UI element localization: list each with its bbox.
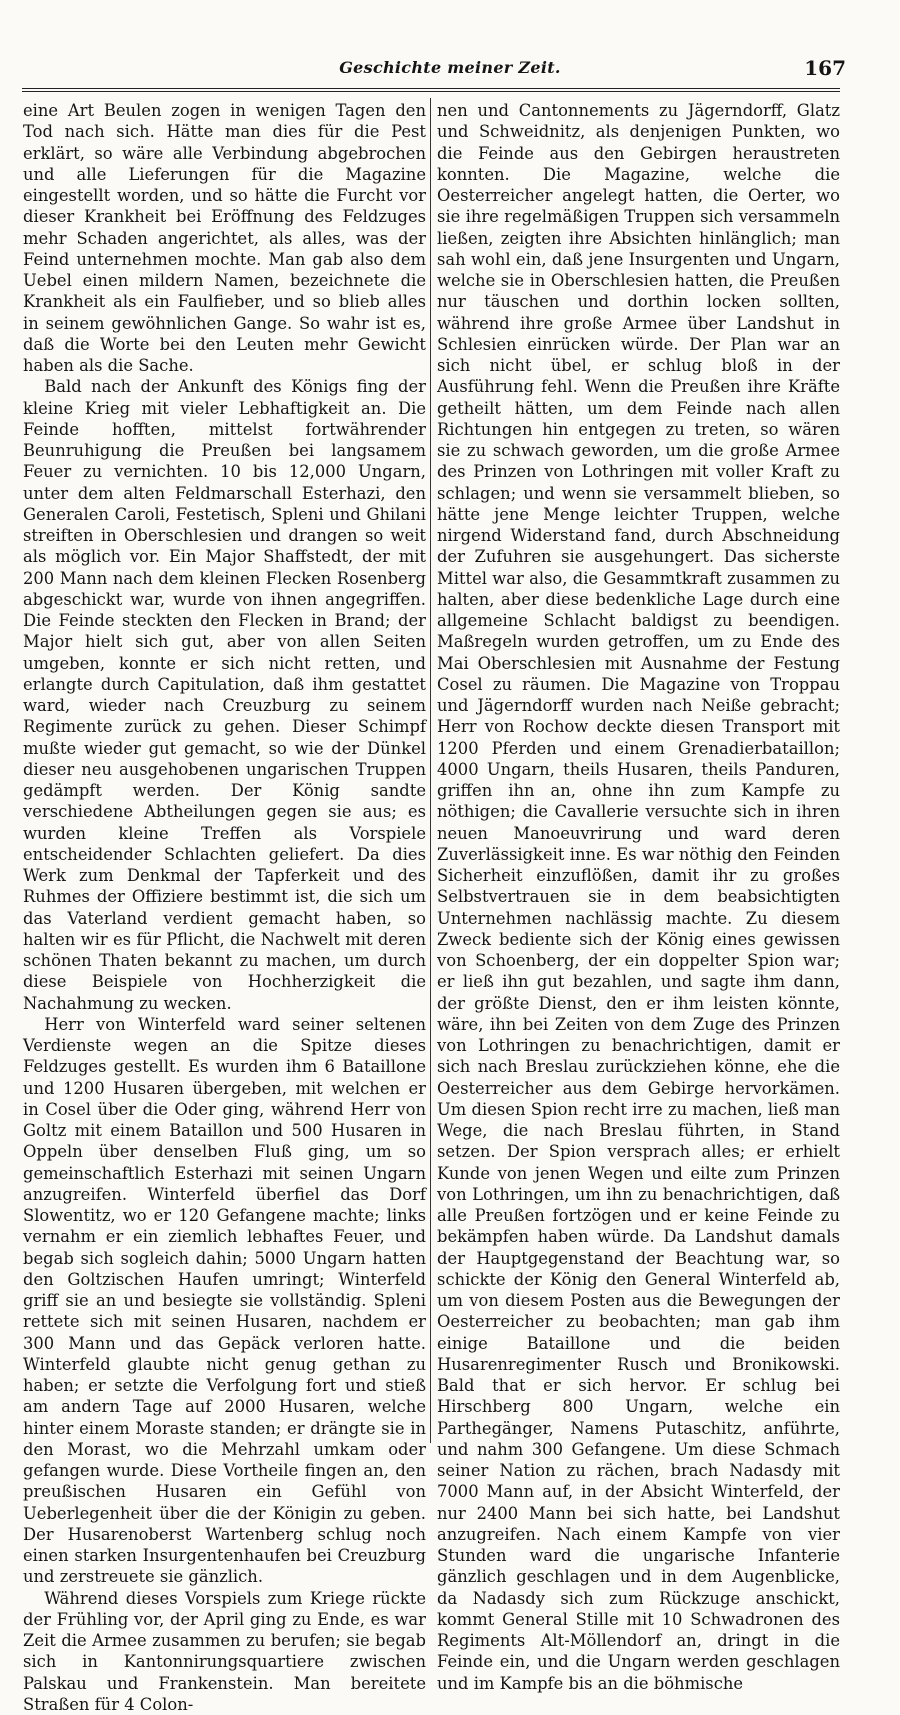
paragraph: Herr von Winterfeld ward seiner seltenen Verdienste wegen an die Spitze dieses Feldzuges gestellt. Es wurden ihm 6 Bataillone und 1200 Husaren übergeben, mit welchen er in Cosel über die Oder ging, während Herr von Goltz mit einem Bataillon und 500 Husaren in Oppeln über denselben Fluß ging, um so gemeinschaftlich Esterhazi mit seinen Ungarn anzugreifen. Winterfeld überfiel das Dorf Slowentitz, wo er 120 Gefangene machte; links vernahm er ein ziemlich lebhaftes Feuer, und begab sich sogleich dahin; 5000 Ungarn hatten den Goltzischen Haufen umringt; Winterfeld griff sie an und besiegte sie vollständig. Spleni rettete sich mit seinen Husaren, nachdem er 300 Mann und das Gepäck verloren hatte. Winterfeld glaubte nicht genug gethan zu haben; er setzte die Verfolgung fort und stieß am andern Tage auf 2000 Husaren, welche hinter einem Moraste standen; er drängte sie in den Morast, wo die Mehrzahl umkam oder gefangen wurde. Diese Vortheile fingen an, den preußischen Husaren ein Gefühl von Ueberlegenheit über die der Königin zu geben. Der Husarenoberst Wartenberg schlug noch einen starken Insurgentenhaufen bei Creuzburg und zerstreuete sie gänzlich. [23,1014,426,1588]
page-number: 167 [804,56,846,80]
right-column [437,100,840,1445]
column-divider [430,98,431,1443]
header-rule [22,88,840,92]
paragraph: nen und Cantonnements zu Jägerndorff, Glatz und Schweidnitz, als denjenigen Punkten, wo die Feinde aus den Gebirgen heraustreten konnten. Die Magazine, welche die Oesterreicher angelegt hatten, die Oerter, wo sie ihre regelmäßigen Truppen sich versammeln ließen, zeigten ihre Absichten hinlänglich; man sah wohl ein, daß jene Insurgenten und Ungarn, welche sie in Oberschlesien hatten, die Preußen nur täuschen und dorthin locken sollten, während ihre große Armee über Landshut in Schlesien einrücken würde. Der Plan war an sich nicht übel, er schlug bloß in der Ausführung fehl. Wenn die Preußen ihre Kräfte getheilt hätten, um dem Feinde nach allen Richtungen hin entgegen zu treten, so wären sie zu schwach geworden, um die große Armee des Prinzen von Lothringen mit voller Kraft zu schlagen; und wenn sie versammelt blieben, so hätte jene Menge leichter Truppen, welche nirgend Widerstand fand, durch Abschneidung der Zufuhren sie ausgehungert. Das sicherste Mittel war also, die Gesammtkraft zusammen zu halten, aber diese bedenkliche Lage durch eine allgemeine Schlacht baldigst zu beendigen. Maßregeln wurden getroffen, um zu Ende des Mai Oberschlesien mit Ausnahme der Festung Cosel zu räumen. Die Magazine von Troppau und Jägerndorff wurden nach Neiße gebracht; Herr von Rochow deckte diesen Transport mit 1200 Pferden und einem Grenadierbataillon; 4000 Ungarn, theils Husaren, theils Panduren, griffen ihn an, ohne ihn zum Kampfe zu nöthigen; die Cavallerie versuchte sich in ihren neuen Manoeuvrirung und ward deren Zuverlässigkeit inne. Es war nöthig den Feinden Sicherheit einzuflößen, damit ihr zu großes Selbstvertrauen sie in dem beabsichtigten Unternehmen nachlässig machte. Zu diesem Zweck bediente sich der König eines gewissen von Schoenberg, der ein doppelter Spion war; er ließ ihn gut bezahlen, und sagte ihm dann, der größte Dienst, den er ihm leisten könnte, wäre, ihn bei Zeiten von dem Zuge des Prinzen von Lothringen zu benachrichtigen, damit er sich nach Breslau zurückziehen könne, ehe die Oesterreicher aus dem Gebirge hervorkämen. Um diesen Spion recht irre zu machen, ließ man Wege, die nach Breslau führten, in Stand setzen. Der Spion versprach alles; er erhielt Kunde von jenen Wegen und eilte zum Prinzen von Lothringen, um ihn zu benachrichtigen, daß alle Preußen fortzögen und er keine Feinde zu bekämpfen haben würde. Da Landshut damals der Hauptgegenstand der Beachtung war, so schickte der König den General Winterfeld ab, um von diesem Posten aus die Bewegungen der Oesterreicher zu beobachten; man gab ihm einige Bataillone und die beiden Husarenregimenter Rusch und Bronikowski. Bald that er sich hervor. Er schlug bei Hirschberg 800 Ungarn, welche ein Parthegänger, Namens Putaschitz, anführte, und nahm 300 Gefangene. Um diese Schmach seiner Nation zu rächen, brach Nadasdy mit 7000 Mann auf, in der Absicht Winterfeld, der nur 2400 Mann bei sich hatte, bei Landshut anzugreifen. Nach einem Kampfe von vier Stunden ward die ungarische Infanterie gänzlich geschlagen und in dem Augenblicke, da Nadasdy sich zum Rückzuge anschickt, kommt General Stille mit 10 Schwadronen des Regiments Alt-Möllendorf an, dringt in die Feinde ein, und die Ungarn werden geschlagen und im Kampfe bis an die böhmische [437,100,840,1694]
paragraph: eine Art Beulen zogen in wenigen Tagen den Tod nach sich. Hätte man dies für die Pest erklärt, so wäre alle Verbindung abgebrochen und alle Lieferungen für die Magazine eingestellt worden, und so hätte die Furcht vor dieser Krankheit bei Eröffnung des Feldzuges mehr Schaden angerichtet, als alles, was der Feind unternehmen mochte. Man gab also dem Uebel einen mildern Namen, bezeichnete die Krankheit als ein Faulfieber, und so blieb alles in seinem gewöhnlichen Gange. So wahr ist es, daß die Worte bei den Leuten mehr Gewicht haben als die Sache. [23,100,426,376]
running-head-title: Geschichte meiner Zeit. [0,58,900,77]
left-column [23,100,426,1445]
paragraph: Während dieses Vorspiels zum Kriege rückte der Frühling vor, der April ging zu Ende, es war Zeit die Armee zusammen zu berufen; sie begab sich in Kantonnirungsquartiere zwischen Palskau und Frankenstein. Man bereitete Straßen für 4 Colon- [23,1588,426,1715]
paragraph: Bald nach der Ankunft des Königs fing der kleine Krieg mit vieler Lebhaftigkeit an. Die Feinde hofften, mittelst fortwährender Beunruhigung die Preußen bei langsamem Feuer zu vernichten. 10 bis 12,000 Ungarn, unter dem alten Feldmarschall Esterhazi, den Generalen Caroli, Festetisch, Spleni und Ghilani streiften in Oberschlesien und drangen so weit als möglich vor. Ein Major Shaffstedt, der mit 200 Mann nach dem kleinen Flecken Rosenberg abgeschickt war, wurde von ihnen angegriffen. Die Feinde steckten den Flecken in Brand; der Major hielt sich gut, aber von allen Seiten umgeben, konnte er sich nicht retten, und erlangte durch Capitulation, daß ihm gestattet ward, wieder nach Creuzburg zu seinem Regimente zurück zu gehen. Dieser Schimpf mußte wieder gut gemacht, so wie der Dünkel dieser neu ausgehobenen ungarischen Truppen gedämpft werden. Der König sandte verschiedene Abtheilungen gegen sie aus; es wurden kleine Treffen als Vorspiele entscheidender Schlachten geliefert. Da dies Werk zum Denkmal der Tapferkeit und des Ruhmes der Offiziere bestimmt ist, die sich um das Vaterland verdient gemacht haben, so halten wir es für Pflicht, die Nachwelt mit deren schönen Thaten bekannt zu machen, um durch diese Beispiele von Hochherzigkeit die Nachahmung zu wecken. [23,376,426,1014]
